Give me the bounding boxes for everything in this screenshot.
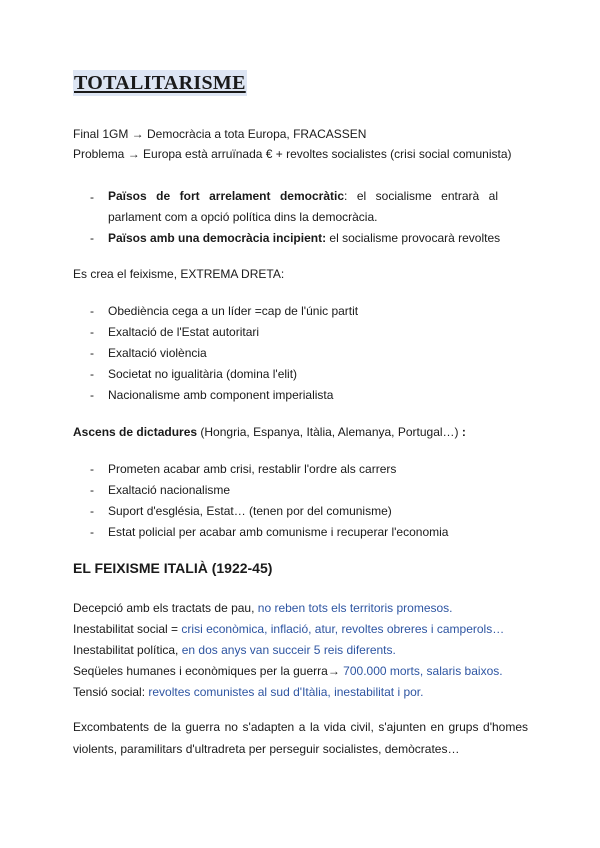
list-item: Estat policial per acabar amb comunisme i recuperar l'economia <box>108 525 449 539</box>
list-item: Societat no igualitària (domina l'elit) <box>108 367 298 381</box>
list-bullet: - <box>90 504 94 518</box>
list-item: Exaltació nacionalisme <box>108 483 231 497</box>
italy-line-text: Inestabilitat social = <box>73 622 182 636</box>
dictatorships-intro <box>73 424 466 440</box>
list-bullet: - <box>90 367 94 381</box>
list-item: Obediència cega a un líder =cap de l'únic partit <box>108 304 359 318</box>
intro-line-2: Problema → Europa està arruïnada € + revoltes socialistes (crisi social comunista) <box>73 147 512 161</box>
item-bold-label: Països de fort arrelament democràtic <box>108 189 345 203</box>
list-bullet: - <box>90 525 94 539</box>
closing-paragraph: Excombatents de la guerra no s'adapten a la vida civil, s'ajunten en grups d'homes violents, paramilitars d'ultradreta per perseguir socialistes, demòcrates… <box>73 720 528 756</box>
dictatorships-colon: : <box>458 425 466 439</box>
italy-line <box>73 663 503 679</box>
page-title: TOTALITARISME <box>74 72 246 94</box>
list-bullet: - <box>90 190 94 204</box>
list-item: Suport d'església, Estat… (tenen por del comunisme) <box>108 504 392 518</box>
list-bullet: - <box>90 231 94 245</box>
italy-line-highlight: crisi econòmica, inflació, atur, revoltes obreres i camperols… <box>181 622 505 636</box>
italy-line-highlight: no reben tots els territoris promesos. <box>257 601 453 615</box>
list-item-strong-democracy <box>108 186 498 228</box>
list-bullet: - <box>90 462 94 476</box>
list-bullet: - <box>90 325 94 339</box>
italy-line <box>73 684 423 700</box>
intro-line-1: Final 1GM → Democràcia a tota Europa, FRACASSEN <box>73 127 367 141</box>
section-heading: EL FEIXISME ITALIÀ (1922-45) <box>73 560 273 576</box>
list-item: Prometen acabar amb crisi, restablir l'ordre als carrers <box>108 462 397 476</box>
list-item: Exaltació de l'Estat autoritari <box>108 325 260 339</box>
italy-line-text: Inestabilitat política, <box>73 643 182 657</box>
list-bullet: - <box>90 304 94 318</box>
list-bullet: - <box>90 388 94 402</box>
italy-line-text: Decepció amb els tractats de pau, <box>73 601 258 615</box>
fascism-intro: Es crea el feixisme, EXTREMA DRETA: <box>73 267 285 281</box>
italy-line <box>73 600 453 616</box>
italy-line <box>73 621 504 637</box>
dictatorships-countries: (Hongria, Espanya, Itàlia, Alemanya, Portugal…) <box>197 425 459 439</box>
italy-line <box>73 642 396 658</box>
item-bold-label: Països amb una democràcia incipient: <box>108 231 327 245</box>
italy-line-text: Seqüeles humanes i econòmiques per la guerra→ <box>73 664 344 678</box>
list-bullet: - <box>90 483 94 497</box>
item-text: el socialisme provocarà revoltes <box>326 231 501 245</box>
list-bullet: - <box>90 346 94 360</box>
italy-line-text: Tensió social: <box>73 685 149 699</box>
list-item: Nacionalisme amb component imperialista <box>108 388 334 402</box>
list-item-incipient-democracy <box>108 230 500 246</box>
list-item: Exaltació violència <box>108 346 207 360</box>
item-text: : el socialisme entrarà al parlament com a opció política dins la democràcia. <box>108 189 498 224</box>
italy-line-highlight: en dos anys van succeir 5 reis diferents. <box>181 643 396 657</box>
dictatorships-bold-label: Ascens de dictadures <box>73 425 198 439</box>
italy-line-highlight: 700.000 morts, salaris baixos. <box>343 664 503 678</box>
italy-line-highlight: revoltes comunistes al sud d'Itàlia, inestabilitat i por. <box>148 685 424 699</box>
